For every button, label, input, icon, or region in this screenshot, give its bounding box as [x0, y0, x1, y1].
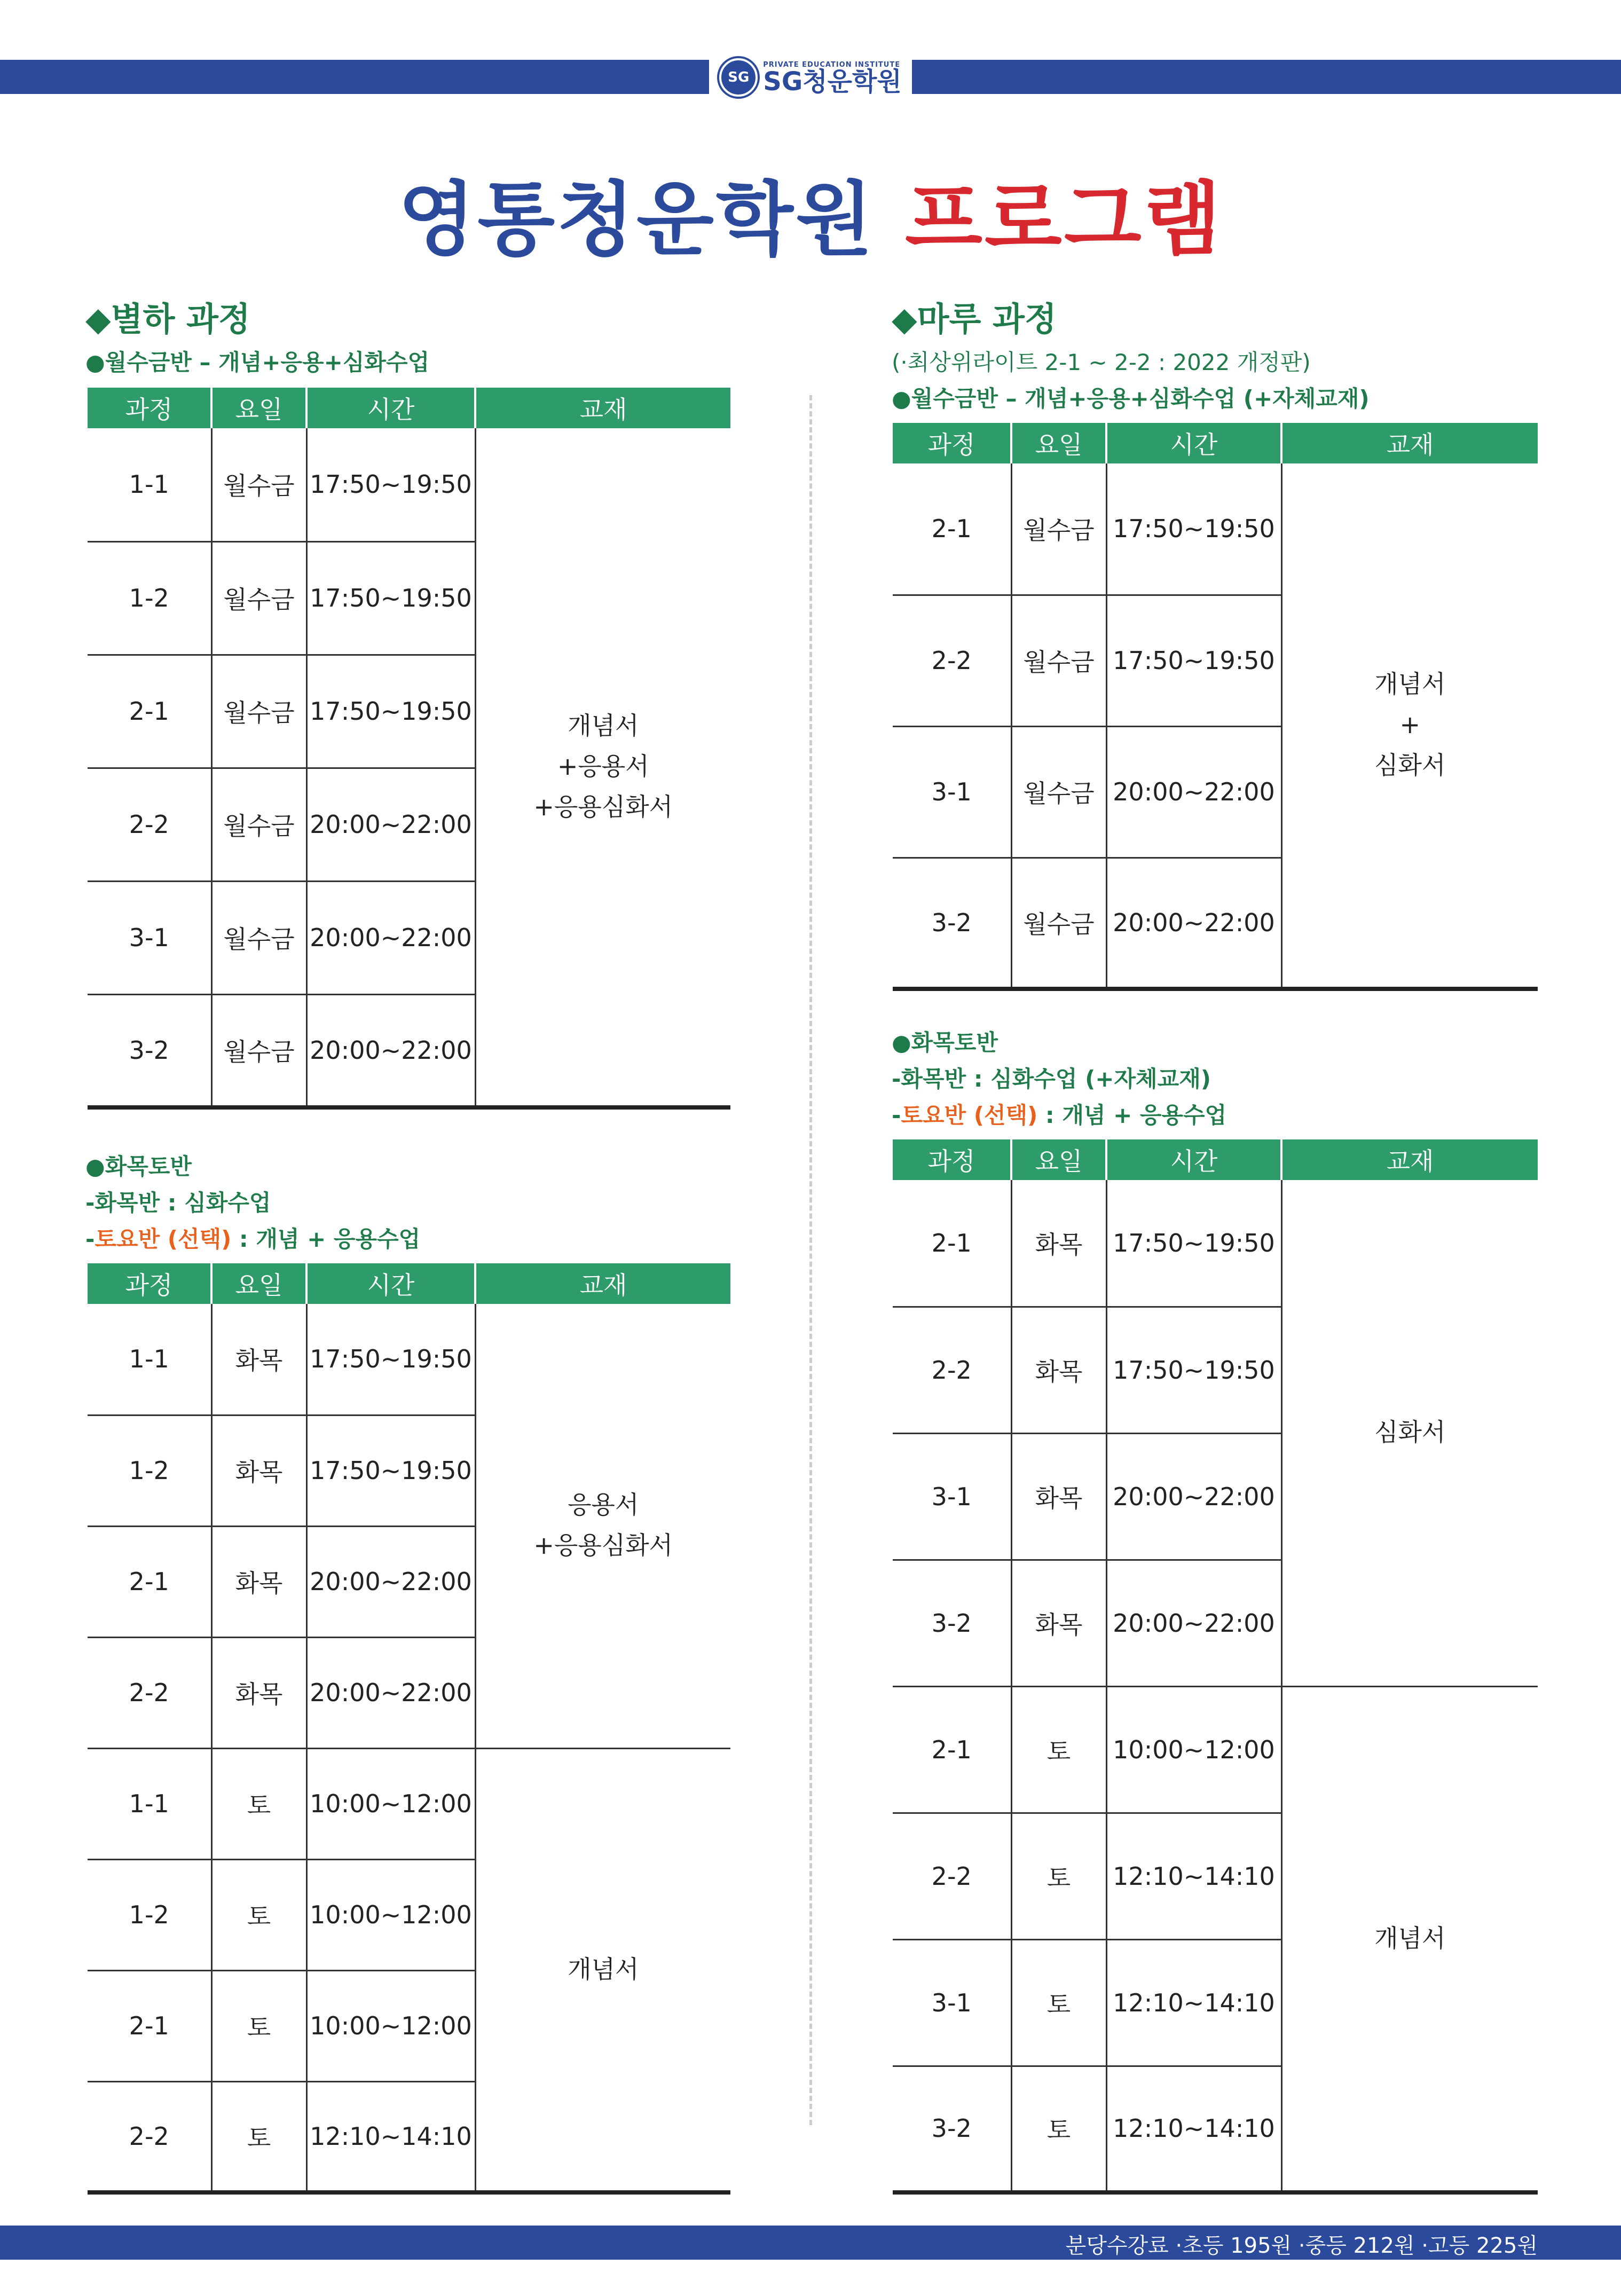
- right-section-title: ◆마루 과정: [892, 300, 1057, 339]
- day-cell: 월수금: [211, 768, 306, 881]
- right-s1-sub: ●월수금반 – 개념+응용+심화수업 (+자체교재): [892, 386, 1370, 412]
- day-cell: 화목: [1011, 1307, 1106, 1433]
- header-course: 과정: [88, 388, 211, 428]
- course-cell: 3-2: [893, 1560, 1011, 1686]
- time-cell: 10:00~12:00: [306, 1859, 475, 1970]
- time-cell: 20:00~22:00: [306, 994, 475, 1107]
- table-row: [893, 463, 1538, 595]
- material-line: +: [1399, 710, 1421, 740]
- column-divider: [809, 395, 812, 2125]
- course-cell: 3-2: [893, 2066, 1011, 2192]
- material-line: 개념서: [568, 1954, 639, 1984]
- left-table-1: [88, 388, 730, 1110]
- right-s2-line1: -화목반 : 심화수업 (+자체교재): [892, 1066, 1211, 1092]
- day-cell: 월수금: [1011, 726, 1106, 858]
- time-cell: 12:10~14:10: [1106, 2066, 1281, 2192]
- course-cell: 3-1: [893, 1939, 1011, 2066]
- header-day: 요일: [1011, 423, 1106, 463]
- course-cell: 2-2: [88, 768, 211, 881]
- day-cell: 화목: [1011, 1560, 1106, 1686]
- left-s2-line1: -화목반 : 심화수업: [85, 1190, 271, 1216]
- time-cell: 17:50~19:50: [1106, 1180, 1281, 1307]
- day-cell: 화목: [211, 1415, 306, 1526]
- material-line: 개념서: [568, 711, 639, 741]
- time-cell: 20:00~22:00: [1106, 1560, 1281, 1686]
- header-day: 요일: [1011, 1139, 1106, 1180]
- course-cell: 2-2: [893, 595, 1011, 726]
- time-cell: 12:10~14:10: [1106, 1813, 1281, 1939]
- day-cell: 월수금: [211, 994, 306, 1107]
- course-cell: 3-1: [893, 726, 1011, 858]
- time-cell: 12:10~14:10: [1106, 1939, 1281, 2066]
- material-line: 응용서: [568, 1490, 639, 1520]
- time-cell: 20:00~22:00: [306, 1637, 475, 1748]
- day-cell: 화목: [211, 1637, 306, 1748]
- course-cell: 1-1: [129, 1344, 169, 1374]
- header-material: 교재: [1281, 1139, 1538, 1180]
- time-cell: 20:00~22:00: [1106, 1433, 1281, 1560]
- course-cell: 2-2: [893, 1813, 1011, 1939]
- time-cell: 20:00~22:00: [1106, 726, 1281, 858]
- course-cell: 2-1: [88, 1526, 211, 1637]
- day-cell: 월수금: [1011, 858, 1106, 989]
- course-cell: 2-2: [88, 1637, 211, 1748]
- table-row: [893, 1686, 1538, 1813]
- left-s2-line2: -토요반 (선택) : 개념 + 응용수업: [85, 1226, 421, 1252]
- right-s2-line2-orange: 토요반 (선택): [901, 1102, 1038, 1128]
- time-cell: 20:00~22:00: [306, 881, 475, 994]
- table-row: [88, 1304, 730, 1415]
- course-cell: 3-2: [893, 858, 1011, 989]
- material-line: +응용서: [557, 752, 649, 781]
- material-line: +응용심화서: [533, 1531, 673, 1560]
- course-cell: 3-1: [88, 881, 211, 994]
- table-row: [893, 1180, 1538, 1307]
- day-cell: 화목: [1011, 1433, 1106, 1560]
- day-cell: 화목: [211, 1304, 306, 1415]
- material-cell: [475, 1748, 730, 2192]
- time-cell: 20:00~22:00: [306, 1526, 475, 1637]
- material-line: 개념서: [1374, 670, 1446, 699]
- course-cell: 1-1: [88, 1748, 211, 1859]
- title-part1: 영통청운학원: [398, 174, 875, 266]
- left-s1-sub: ●월수금반 – 개념+응용+심화수업: [85, 349, 430, 375]
- day-cell: 토: [1011, 1939, 1106, 2066]
- logo-badge: SG: [719, 58, 758, 97]
- course-cell: 2-1: [931, 1228, 972, 1257]
- header-material: 교재: [475, 388, 730, 428]
- time-cell: 20:00~22:00: [306, 768, 475, 881]
- right-s2-line2: -토요반 (선택) : 개념 + 응용수업: [892, 1102, 1227, 1128]
- time-cell: 17:50~19:50: [1106, 595, 1281, 726]
- day-cell: 토: [1011, 1813, 1106, 1939]
- table-row: [88, 428, 730, 541]
- time-cell: 17:50~19:50: [306, 1304, 475, 1415]
- header-time: 시간: [306, 388, 475, 428]
- header-day: 요일: [211, 388, 306, 428]
- right-table-2: [893, 1139, 1538, 2195]
- time-cell: 17:50~19:50: [306, 428, 475, 541]
- course-cell: 1-2: [88, 1859, 211, 1970]
- right-s2-sub: ●화목토반: [892, 1029, 998, 1056]
- logo: [709, 53, 912, 101]
- material-line: 심화서: [1374, 1418, 1446, 1447]
- day-cell: 월수금: [211, 655, 306, 768]
- right-note: (·최상위라이트 2-1 ~ 2-2 : 2022 개정판): [892, 349, 1311, 375]
- material-cell: [475, 428, 730, 1107]
- course-cell: 3-1: [893, 1433, 1011, 1560]
- material-cell: [475, 1304, 730, 1748]
- course-cell: 2-2: [88, 2081, 211, 2192]
- material-line: 심화서: [1374, 750, 1446, 780]
- left-section-title: ◆별하 과정: [85, 300, 250, 339]
- left-table-2: [88, 1263, 730, 2195]
- footer-fee-text: 분당수강료 ·초등 195원 ·중등 212원 ·고등 225원: [1065, 2234, 1538, 2258]
- day-cell: 토: [211, 1859, 306, 1970]
- logo-name: SG청운학원: [763, 66, 902, 97]
- time-cell: 17:50~19:50: [1106, 463, 1281, 595]
- day-cell: 토: [1011, 2066, 1106, 2192]
- material-cell: [1281, 1180, 1538, 1686]
- time-cell: 20:00~22:00: [1106, 858, 1281, 989]
- header-course: 과정: [893, 423, 1011, 463]
- logo-subtitle: PRIVATE EDUCATION INSTITUTE: [763, 60, 901, 69]
- day-cell: 월수금: [1011, 463, 1106, 595]
- day-cell: 토: [211, 1970, 306, 2081]
- course-cell: 1-2: [88, 1415, 211, 1526]
- day-cell: 월수금: [211, 541, 306, 655]
- time-cell: 17:50~19:50: [306, 541, 475, 655]
- day-cell: 화목: [211, 1526, 306, 1637]
- header-day: 요일: [211, 1263, 306, 1304]
- time-cell: 10:00~12:00: [306, 1748, 475, 1859]
- header-time: 시간: [1106, 423, 1281, 463]
- course-cell: 3-2: [88, 994, 211, 1107]
- time-cell: 10:00~12:00: [306, 1970, 475, 2081]
- day-cell: 토: [1011, 1686, 1106, 1813]
- time-cell: 17:50~19:50: [306, 655, 475, 768]
- day-cell: 화목: [1011, 1180, 1106, 1307]
- header-time: 시간: [1106, 1139, 1281, 1180]
- course-cell: 2-1: [931, 514, 972, 544]
- header-material: 교재: [1281, 423, 1538, 463]
- time-cell: 17:50~19:50: [1106, 1307, 1281, 1433]
- course-cell: 2-1: [88, 1970, 211, 2081]
- time-cell: 10:00~12:00: [1106, 1686, 1281, 1813]
- day-cell: 월수금: [211, 428, 306, 541]
- course-cell: 1-1: [129, 470, 169, 499]
- page-title: [0, 155, 1621, 270]
- material-line: +응용심화서: [533, 792, 673, 821]
- course-cell: 2-1: [893, 1686, 1011, 1813]
- day-cell: 월수금: [211, 881, 306, 994]
- time-cell: 17:50~19:50: [306, 1415, 475, 1526]
- header-course: 과정: [88, 1263, 211, 1304]
- course-cell: 2-2: [893, 1307, 1011, 1433]
- right-table-1: [893, 423, 1538, 991]
- day-cell: 월수금: [1011, 595, 1106, 726]
- time-cell: 12:10~14:10: [306, 2081, 475, 2192]
- day-cell: 토: [211, 2081, 306, 2192]
- day-cell: 토: [211, 1748, 306, 1859]
- table-row: [88, 1748, 730, 1859]
- left-s2-line2-orange: 토요반 (선택): [95, 1226, 232, 1252]
- course-cell: 2-1: [88, 655, 211, 768]
- material-cell: [1281, 1686, 1538, 2192]
- material-cell: [1281, 463, 1538, 989]
- left-s2-sub: ●화목토반: [85, 1153, 192, 1180]
- title-part2: 프로그램: [905, 174, 1223, 266]
- header-time: 시간: [306, 1263, 475, 1304]
- course-cell: 1-2: [88, 541, 211, 655]
- material-line: 개념서: [1374, 1923, 1446, 1953]
- header-material: 교재: [475, 1263, 730, 1304]
- header-course: 과정: [893, 1139, 1011, 1180]
